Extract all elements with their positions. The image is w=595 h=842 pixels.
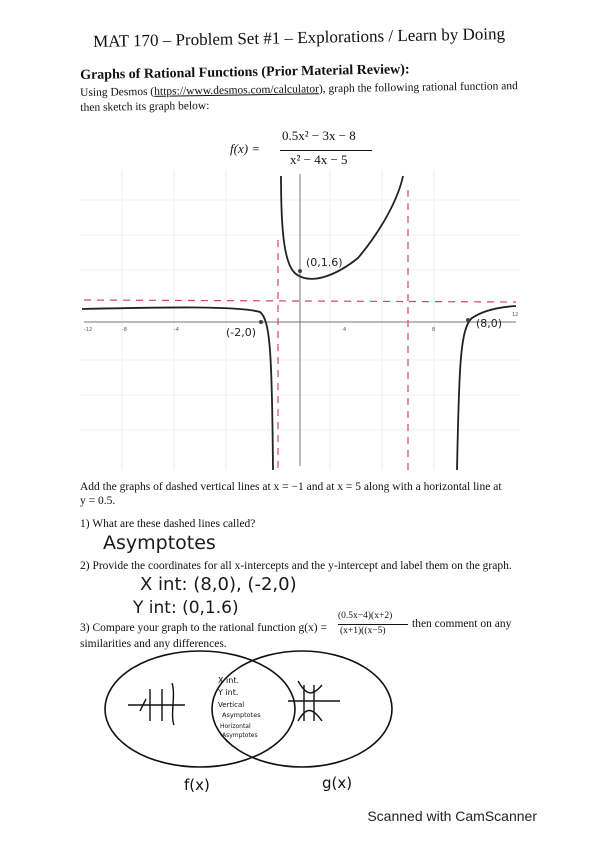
point-marker bbox=[466, 318, 470, 322]
right-branch bbox=[457, 306, 519, 470]
intro-text-after: ), graph the following rational function and then sketch its graph below: bbox=[80, 80, 518, 114]
sketch-icon-right bbox=[288, 681, 340, 721]
g-fraction-bar bbox=[338, 624, 408, 625]
venn-item: Horizontal bbox=[220, 723, 251, 730]
venn-item: Asymptotes bbox=[222, 711, 261, 719]
venn-diagram bbox=[100, 645, 420, 795]
venn-circle-right bbox=[212, 651, 392, 767]
venn-item: Asymptotes bbox=[222, 732, 258, 739]
sketch-curves bbox=[82, 176, 519, 470]
answer-1: Asymptotes bbox=[103, 532, 216, 554]
point-label-x-int-right: (8,0) bbox=[476, 317, 503, 330]
tick-label: -4 bbox=[174, 327, 179, 333]
page-title: MAT 170 – Problem Set #1 – Explorations / Learn by Doing bbox=[93, 24, 506, 51]
point-label-y-int: (0,1.6) bbox=[306, 256, 343, 269]
tick-label: 12 bbox=[512, 312, 519, 318]
answer-2-x-intercepts: X int: (8,0), (-2,0) bbox=[140, 574, 297, 595]
venn-item: Vertical bbox=[218, 701, 245, 709]
question-3-continued: then comment on any bbox=[412, 618, 512, 630]
tick-label: -8 bbox=[122, 327, 127, 333]
point-label-x-int-left: (-2,0) bbox=[226, 326, 257, 339]
g-denominator: (x+1)((x−5) bbox=[340, 626, 386, 636]
question-1: 1) What are these dashed lines called? bbox=[80, 518, 256, 530]
graph-area bbox=[80, 170, 520, 470]
tick-label: 4 bbox=[343, 327, 347, 333]
point-marker bbox=[298, 269, 302, 273]
venn-label-right: g(x) bbox=[322, 774, 353, 792]
answer-2-y-intercept: Y int: (0,1.6) bbox=[133, 598, 239, 618]
section-heading: Graphs of Rational Functions (Prior Material Review): bbox=[80, 62, 410, 83]
sketch-icon-left bbox=[128, 683, 185, 725]
venn-circle-left bbox=[105, 651, 295, 767]
venn-label-left: f(x) bbox=[184, 776, 210, 794]
tick-label: 8 bbox=[432, 327, 436, 333]
formula-numerator: 0.5x² − 3x − 8 bbox=[282, 128, 356, 143]
intro-paragraph bbox=[80, 79, 530, 116]
point-marker bbox=[259, 320, 263, 324]
intro-text-before: Using Desmos ( bbox=[80, 85, 155, 99]
fraction-bar bbox=[280, 150, 372, 151]
question-2: 2) Provide the coordinates for all x-intercepts and the y-intercept and label them on the graph. bbox=[80, 560, 512, 572]
question-3-line2: similarities and any differences. bbox=[80, 638, 227, 650]
question-3-text: 3) Compare your graph to the rational function g(x) = bbox=[80, 622, 327, 634]
formula-lhs: f(x) = bbox=[230, 141, 261, 156]
formula-denominator: x² − 4x − 5 bbox=[290, 152, 348, 167]
instruction-text: Add the graphs of dashed vertical lines at x = −1 and at x = 5 along with a horizontal line at y = 0.5. bbox=[80, 481, 502, 507]
desmos-link[interactable]: https://www.desmos.com/calculator bbox=[154, 83, 320, 98]
g-numerator: (0.5x−4)(x+2) bbox=[338, 611, 393, 621]
scanner-watermark: Scanned with CamScanner bbox=[367, 808, 537, 824]
tick-label: -12 bbox=[84, 327, 93, 333]
g-formula bbox=[338, 611, 410, 641]
venn-item: X int. bbox=[218, 676, 239, 685]
venn-item: Y int. bbox=[218, 688, 239, 697]
